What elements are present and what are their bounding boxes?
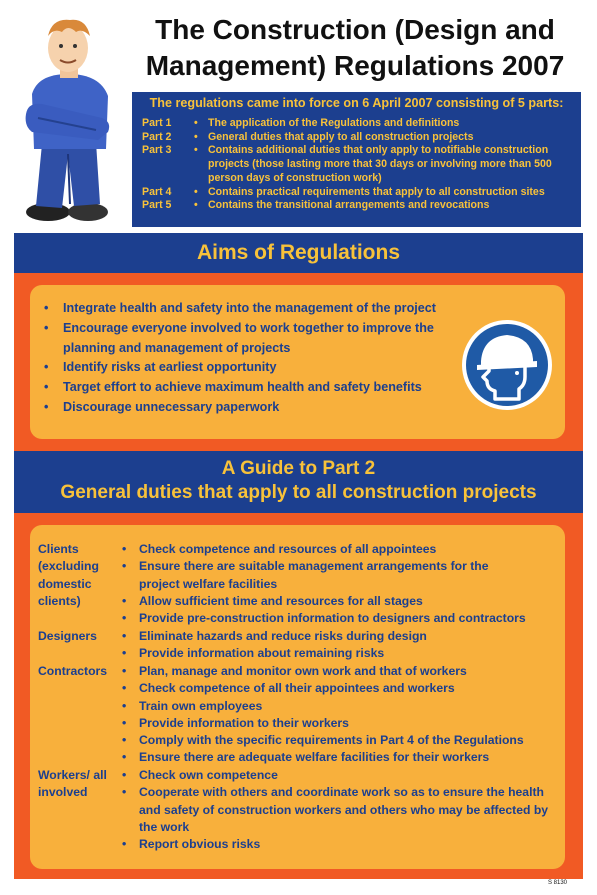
- part-label: Part 4: [142, 185, 172, 198]
- bullet: •: [122, 646, 127, 661]
- part-text: Contains additional duties that only apply to notifiable construction projects (those lasting more that 30 days or involving more than 500 person days of construction work): [208, 144, 552, 184]
- duty-text: Plan, manage and monitor own work and that of workers: [139, 664, 467, 678]
- part-row-1: [138, 117, 575, 131]
- page-title: The Construction (Design and Management) Regulations 2007: [145, 14, 565, 81]
- part-label: Part 5: [142, 199, 172, 212]
- duty-list: [122, 541, 563, 627]
- duty-group-designers: [38, 628, 563, 663]
- duty-holder-label: Designers: [38, 629, 97, 643]
- duty-list: [122, 767, 563, 853]
- bullet: •: [44, 320, 49, 335]
- list-item: [122, 732, 563, 749]
- guide-heading-line2: General duties that apply to all construction projects: [60, 482, 537, 503]
- bullet: •: [194, 117, 198, 129]
- part-row-4: [138, 186, 575, 200]
- list-item: [122, 767, 563, 784]
- list-item: [122, 558, 563, 593]
- duty-list: [122, 628, 563, 663]
- bullet: •: [122, 542, 127, 556]
- bullet: •: [122, 733, 127, 748]
- aim-text: Encourage everyone involved to work together to improve the planning and management of projects: [63, 320, 434, 355]
- list-item: [44, 398, 483, 418]
- duty-group-contractors: [38, 663, 563, 767]
- duty-holder-label: Clients (excluding domestic clients): [38, 542, 99, 608]
- intro-heading: The regulations came into force on 6 April 2007 consisting of 5 parts:: [149, 96, 564, 110]
- duty-group-workers: [38, 767, 563, 853]
- aims-list: [44, 299, 483, 418]
- duty-group-clients: [38, 541, 563, 627]
- list-item: [122, 541, 563, 558]
- duty-text: Check competence of all their appointees and workers: [139, 681, 455, 696]
- bullet: •: [122, 750, 127, 765]
- list-item: [122, 593, 563, 610]
- part-row-2: [138, 131, 575, 145]
- list-item: [122, 715, 563, 732]
- product-code: S 8130: [548, 880, 568, 886]
- bullet: •: [122, 768, 127, 782]
- aims-frame: [14, 273, 583, 451]
- bullet: •: [122, 593, 127, 608]
- bullet: •: [194, 199, 198, 212]
- part-label: Part 1: [142, 117, 172, 129]
- bullet: •: [122, 715, 127, 730]
- guide-heading: [14, 451, 583, 513]
- duty-text: Provide information about remaining risks: [139, 646, 385, 661]
- list-item: [122, 836, 563, 853]
- bullet: •: [122, 611, 127, 626]
- list-item: [122, 628, 563, 645]
- aims-heading: Aims of Regulations: [14, 233, 583, 273]
- part-text: Contains practical requirements that apply to all construction sites: [208, 185, 545, 198]
- aim-text: Target effort to achieve maximum health and safety benefits: [63, 380, 422, 395]
- bullet: •: [194, 130, 198, 143]
- bullet: •: [122, 785, 127, 800]
- worker-mascot-illustration: [18, 14, 122, 224]
- guide-panel: [30, 525, 565, 869]
- aim-text: Identify risks at earliest opportunity: [63, 360, 277, 375]
- hard-hat-mandatory-icon: [461, 319, 553, 411]
- duty-holder-label: Contractors: [38, 664, 108, 678]
- duty-text: Eliminate hazards and reduce risks during design: [139, 629, 427, 643]
- duty-text: Train own employees: [139, 698, 263, 713]
- list-item: [122, 645, 563, 662]
- part-label: Part 2: [142, 130, 172, 143]
- part-text: Contains the transitional arrangements and revocations: [208, 199, 490, 212]
- bullet: •: [122, 664, 127, 678]
- aims-panel: [30, 285, 565, 439]
- duty-text: Provide information to their workers: [139, 715, 349, 730]
- guide-heading-line1: A Guide to Part 2: [221, 458, 376, 479]
- list-item: [44, 299, 483, 319]
- bullet: •: [122, 681, 127, 696]
- aim-text: Integrate health and safety into the management of the project: [63, 301, 436, 315]
- list-item: [122, 680, 563, 697]
- bullet: •: [44, 301, 49, 315]
- part-text: General duties that apply to all construction projects: [208, 130, 474, 143]
- intro-box: [132, 92, 581, 227]
- duty-text: Comply with the specific requirements in Part 4 of the Regulations: [139, 733, 524, 748]
- list-item: [122, 663, 563, 680]
- list-item: [44, 319, 483, 359]
- bullet: •: [194, 185, 198, 198]
- list-item: [122, 749, 563, 766]
- duty-list: [122, 663, 563, 767]
- duty-holder-label: Workers/ all involved: [38, 768, 107, 800]
- duty-text: Ensure there are suitable management arrangements for the project welfare facilities: [139, 559, 489, 591]
- duty-text: Provide pre-construction information to designers and contractors: [139, 611, 526, 626]
- list-item: [44, 358, 483, 378]
- duty-text: Ensure there are adequate welfare facilities for their workers: [139, 750, 490, 765]
- duty-text: Check competence and resources of all appointees: [139, 542, 437, 556]
- bullet: •: [44, 380, 49, 395]
- bullet: •: [44, 399, 49, 414]
- bullet: •: [122, 559, 127, 574]
- parts-list: [138, 117, 575, 213]
- part-row-5: [138, 199, 575, 213]
- bullet: •: [44, 360, 49, 375]
- bullet: •: [194, 144, 198, 157]
- part-row-3: [138, 144, 575, 185]
- part-label: Part 3: [142, 144, 172, 157]
- bullet: •: [122, 698, 127, 713]
- list-item: [122, 610, 563, 627]
- duty-text: Report obvious risks: [139, 837, 261, 852]
- list-item: [44, 378, 483, 398]
- bullet: •: [122, 837, 127, 852]
- guide-frame: [14, 513, 583, 879]
- aim-text: Discourage unnecessary paperwork: [63, 399, 280, 414]
- duty-text: Check own competence: [139, 768, 278, 782]
- list-item: [122, 698, 563, 715]
- duty-text: Cooperate with others and coordinate work so as to ensure the health and safety of construction workers and others who may be affected by the work: [139, 785, 549, 834]
- part-text: The application of the Regulations and definitions: [208, 117, 460, 129]
- list-item: [122, 784, 563, 836]
- bullet: •: [122, 629, 127, 643]
- duty-text: Allow sufficient time and resources for all stages: [139, 593, 423, 608]
